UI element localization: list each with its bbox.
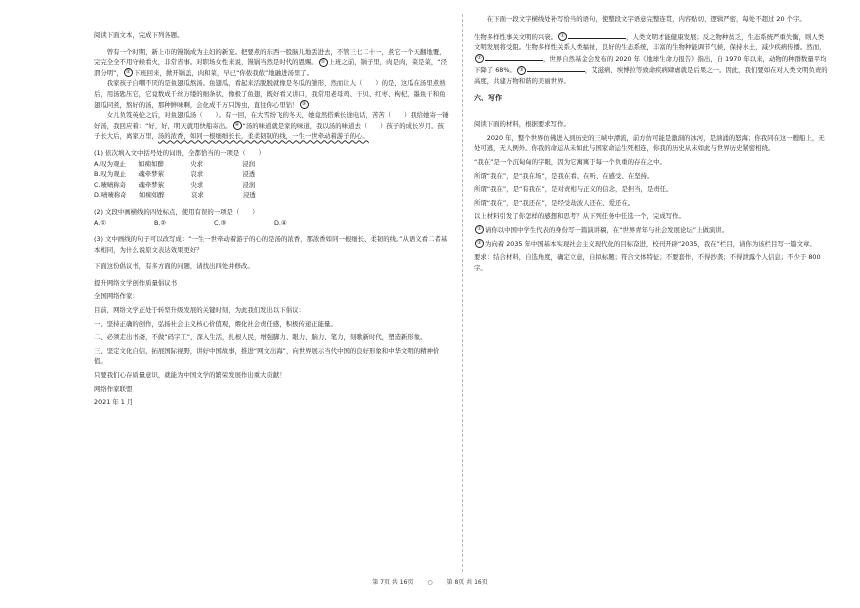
reading-intro: 阅读下面文本，完成下列各题。: [94, 31, 184, 39]
writing-task-1: ① 请你以中国中学生代表的身份写一篇演讲稿，在“世界青年与社会发展论坛”上做演讲。: [474, 225, 828, 236]
material-paragraph: 所谓“我在”，是“我在场”，是我在看、在听、在感受、在坚持。: [474, 171, 654, 180]
letter-salutation: 全国网络作家：: [94, 292, 139, 301]
option-row: B. 叹为观止 魂牵梦萦 哀求 浸透: [94, 170, 256, 179]
left-column: [94, 30, 450, 408]
section-heading: 六、写作: [474, 93, 502, 102]
answer-blank: [527, 64, 585, 72]
letter-paragraph: 一、坚持正确的创作，弘扬社会主义核心价值观，煨化社会责任感，积极传递正能量。: [94, 319, 337, 328]
writing-task-2: ② 为向着 2035 年中国基本实现社会主义现代化的目标奋进，校刊开辟“2035，我在”栏目，请你为该栏目写一篇文章。: [474, 239, 828, 250]
question-1-options: [94, 159, 450, 201]
material-paragraph: 所谓“我在”，是“我还在”，是经受劫波人还在、爱还在。: [474, 198, 635, 207]
question-1-stem: (1) 依次填入文中括号处的词语，全都恰当的一项是（ ）: [94, 148, 265, 157]
letter-paragraph: 三、坚定文化自信，拓展国际视野，讲好中国故事，推进“网文出海”，向世界展示当代中国的良好形象和中华文明的精神价值。: [94, 346, 440, 366]
material-paragraph: “我在”是一个沉甸甸的字眼，因为它寓寓于每一个负重的存在之中。: [474, 157, 666, 166]
letter-paragraph: 二、必须走出书斋，不做“码字工”，深入生活，扎根人民，增强脚力、眼力、脑力、笔力，刻歌新时代，塑造新形象。: [94, 333, 427, 342]
question-2-options: A.① B.② C.③ D.④: [94, 218, 287, 227]
answer-blank: [568, 31, 626, 39]
letter-paragraph: 只要我们心存质量意识，就能为中国文学的繁荣发展作出重大贡献！: [94, 371, 286, 380]
page-number-left: 第 7页 共 16页: [372, 579, 414, 586]
correction-task: 下面这份倡议书，有多方面的问题，请找出四处并修改。: [94, 262, 254, 271]
answer-blank: [485, 53, 543, 61]
passage-paragraph-2: 我家孩子自嘲不厌的是鱼翅瓜熬汤。鱼翅瓜，看起来活脱脱就像是冬瓜的雏形，然而让人（ ）的是，这瓜在汤里煮熟后，用汤匙压它，它竟数成千丝万缕的细条状，像极了鱼翅，既好看又讲口，我常用老母鸡、干贝、红枣、枸杞，墨鱼干和鱼翅瓜同煮，熬好的汤，那种鲜味啊，会化成千万只馋虫，直往你心里钻！ ③: [94, 79, 446, 109]
wavy-underlined-sentence: 汤的浓香，如同一根细细长长，柔柔韧韧的线，一生一世牵动着游子的心。: [157, 132, 369, 141]
material-paragraph: 所谓“我在”，是“有我在”，是对责相与正义的信念，是担当，是责任。: [474, 185, 673, 194]
passage-paragraph-1: 曾有一个时期，新上市的馒锅成为主妇的新宠。把要煮的东西一股脑儿地丢进去，不管三七二十一，煮它一个天翻地覆，完完全全不用守候看火，非常省事。对职场女性来说，馒锅当然是时代的恩赐。 ① 上班之前，锅子里，肉是肉，菜是菜，“泾渭分明”， ② 下班回来，掀开锅盖，肉和菜，早已“你侬我侬”地融进汤里了。: [94, 47, 448, 77]
option-row: D. 啧啧称奇 如痴如醉 哀求 浸透: [94, 191, 256, 200]
page-footer: [0, 577, 860, 586]
writing-prompt: 阅读下面的材料，根据要求写作。: [474, 120, 570, 129]
page-divider: [462, 14, 463, 572]
option-row: A. 叹为观止 如痴如醉 央求 浸润: [94, 159, 256, 168]
fill-in-instruction: 在下面一段文字横线处补写恰当的语句，使整段文字语意完整连贯，内容贴切，逻辑严密，每处不超过 20 个字。: [486, 15, 806, 23]
page-number-right: 第 8页 共 16页: [446, 579, 488, 586]
passage-paragraph-3: 女儿负笈英伦之后，对鱼翅瓜汤（ ）。有一回，在大雪纷飞的冬天，她竟然搭乘长途电话，苦苦（ ）我给她寄一锤好汤，我回应着：“好，好，明天就用快船寄出。 ④ “汤的味道就是家的味道，我以汤的味道去（ ）孩子的成长岁月。孩子长大后，离家万里，汤的浓香，如同一根细细长长，柔柔韧韧的线，一生一世牵动着游子的心。: [94, 111, 449, 141]
material-paragraph: 以上材料引发了你怎样的感想和思考？从下列任务中任选一个，完成写作。: [474, 212, 685, 221]
letter-paragraph: 目前，网络文学正处于转型升级发展的关键时刻，为此我们发出以下倡议：: [94, 306, 305, 315]
letter-signature: 网络作家联盟: [94, 384, 133, 393]
biodiversity-paragraph: 生物多样性事关文明的兴衰。 ① ，人类文明才能健康发展；反之物种贫乏，生态系统严重失衡，则人类文明发展将受阻。生物多样性关系人类福祉，良好的生态系统，丰富的生物种能调节气候，保持水土，减少疾病传播。然而，② ，世界自然基金会发布的 2020 年《地球生命力报告》指出，自 1970 年以来，动物的种群数量平均下降了 68%。 ③ ，艾滋病、埃博拉等致命疾病肆虐就是后果之一。因此，我们要如在对人类文明负责的高度，共建万物和谐的美丽世界。: [474, 32, 828, 85]
writing-requirements: 要求：结合材料，自选角度，确定立意，自拟标题；符合文体特征；不要套作，不得抄袭；不得泄露个人信息；不少于 800 字。: [474, 253, 821, 272]
material-paragraph: 2020 年，整个世界仿佛进入到历史的三峡中漂流，前方仿可能是激洞的冰河，是汹涌的怒海；你我同在这一艘船上，无处可逃，无人例外。你我的命运从未如此与国家命运生死相连，你我的历史从未如此与世界历史紧密相绕。: [474, 133, 825, 153]
option-row: C. 啧啧称奇 魂牵梦萦 央求 浸润: [94, 180, 256, 189]
letter-date: 2021 年 1 月: [94, 398, 134, 407]
question-2-stem: (2) 文段中画横线的四处标点，使用有误的一项是（ ）: [94, 207, 259, 216]
question-3-stem: (3) 文中画线的句子可以改写成：“一生一世牵动着游子的心的是汤的浓香，那浓香如同一根细长、柔韧的线。”从语义看二者基本相同，为什么说原文表达效果更好？: [94, 235, 448, 254]
right-column: [474, 14, 828, 273]
binding-circle-icon: ○: [427, 579, 433, 586]
letter-title: 提升网络文学创作质量倡议书: [94, 278, 178, 287]
